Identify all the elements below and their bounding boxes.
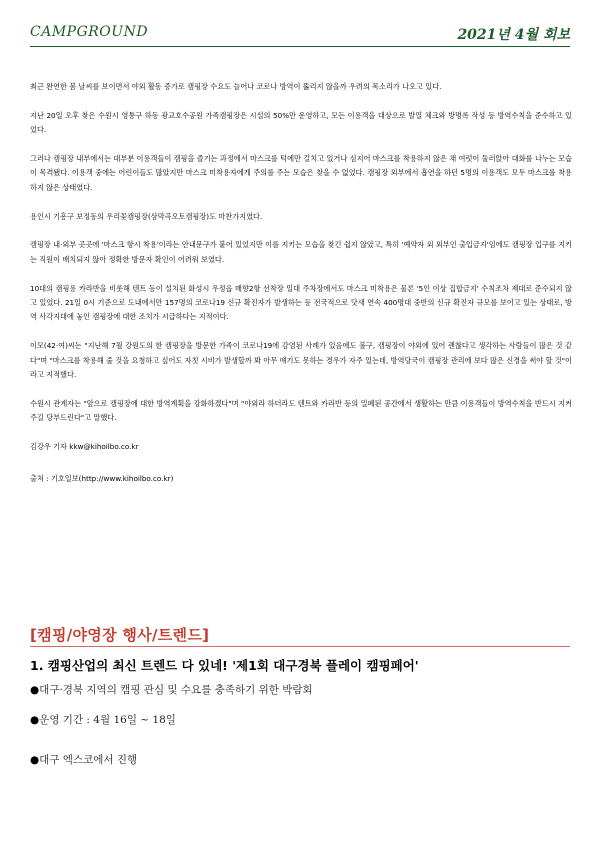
article-byline: 김강우 기자 kkw@kihoilbo.co.kr: [30, 442, 139, 452]
article-paragraph: 지난 20일 오후 찾은 수원시 영통구 하동 광교호수공원 가족캠핑장은 시설의 50%만 운영하고, 모든 이용객을 대상으로 발열 체크와 방명록 작성 등 방역수칙을 준수하고 있었다.: [30, 110, 572, 135]
article-paragraph: 10대의 캠핑용 카라반을 비롯해 텐트 등이 설치된 화성시 우정읍 매향2항 선착장 일대 주차장에서도 마스크 미착용은 물론 '5인 이상 집합금지' 수칙조차 제대로 준수되지 않고 있었다. 21일 0시 기준으로 도내에서만 157명의 코로나19 신규 확진자가 발생하는 등 전국적으로 닷새 연속 400명대 중반의 신규 확진자 규모를 보이고 있는 상태로, 방역 사각지대에 놓인 캠핑장에 대한 조치가 시급하다는 지적이다.: [30, 283, 572, 322]
article-paragraph: 이모(42·여)씨는 "지난해 7월 강원도의 한 캠핑장을 방문한 가족이 코로나19에 감염된 사례가 있음에도 불구, 캠핑장이 야외에 있어 괜찮다고 생각하는 사람들이 많은 것 같다"며 "마스크를 착용해 줄 것을 요청하고 싶어도 자칫 시비가 발생할까 봐 아무 얘기도 못하는 경우가 자주 있는데, 방역당국이 캠핑장 관리에 보다 많은 신경을 써야 할 것"이라고 지적했다.: [30, 341, 572, 380]
news-article: [30, 80, 572, 501]
bullet-icon: ●: [30, 714, 40, 726]
bullet-item: [30, 752, 137, 767]
article-paragraph: 캠핑장 내·외부 곳곳에 '마스크 항시 착용'이라는 안내문구가 붙어 있었지만 이를 지키는 모습을 찾긴 쉽지 않았고, 특히 '예약자 외 외부인 출입금지'임에도 캠핑장 입구를 지키는 직원이 배치되지 않아 정확한 방문자 확인이 어려워 보였다.: [30, 240, 572, 264]
page-header: [30, 24, 570, 46]
event-title: 1. 캠핑산업의 최신 트렌드 다 있네! '제1회 대구경북 플레이 캠핑페어': [30, 658, 419, 673]
article-paragraph: 수원시 관계자는 "앞으로 캠핑장에 대한 방역계획을 강화하겠다"며 "야외라 하더라도 텐트와 카라반 등의 밀폐된 공간에서 생활하는 만큼 이용객들이 방역수칙을 반드시 지켜 주길 당부드린다"고 말했다.: [30, 398, 572, 423]
article-paragraph: 용인시 기흥구 보정동의 우리꽃캠핑장(삼막곡오토캠핑장)도 마찬가지였다.: [30, 211, 263, 221]
header-divider: [30, 46, 570, 47]
bullet-text: 대구·경북 지역의 캠핑 관심 및 수요를 충족하기 위한 박람회: [39, 684, 313, 696]
section-title: [캠핑/야영장 행사/트렌드]: [30, 626, 210, 644]
bullet-item: [30, 682, 313, 697]
issue-date: 2021년 4월 회보: [457, 27, 570, 43]
article-paragraph: 그러나 캠핑장 내부에서는 대부분 이용객들이 캠핑을 즐기는 과정에서 마스크를 턱에만 걸치고 있거나 심지어 마스크를 착용하지 않은 채 여럿이 둘러앉아 대화를 나누는 모습이 목격됐다. 이용객 중에는 어린이들도 많았지만 마스크 미착용자에게 주의를 주는 모습은 찾을 수 없었다. 캠핑장 외부에서 흡연을 하던 5명의 이용객도 모두 마스크를 착용하지 않은 상태였다.: [30, 154, 572, 192]
bullet-text: 운영 기간 : 4월 16일 ~ 18일: [39, 714, 176, 726]
brand-name: CAMPGROUND: [30, 24, 149, 40]
article-source: 출처 : 기호일보(http://www.kihoilbo.co.kr): [30, 474, 174, 484]
bullet-item: [30, 712, 176, 727]
article-paragraph: 최근 완연한 봄 날씨를 보이면서 야외 활동 증가로 캠핑장 수요도 늘어나 코로나 방역이 뚫리지 않을까 우려의 목소리가 나오고 있다.: [30, 82, 442, 91]
bullet-icon: ●: [30, 754, 40, 766]
section-divider: [30, 646, 570, 647]
bullet-text: 대구 엑스코에서 진행: [39, 754, 138, 766]
bullet-icon: ●: [30, 684, 40, 696]
